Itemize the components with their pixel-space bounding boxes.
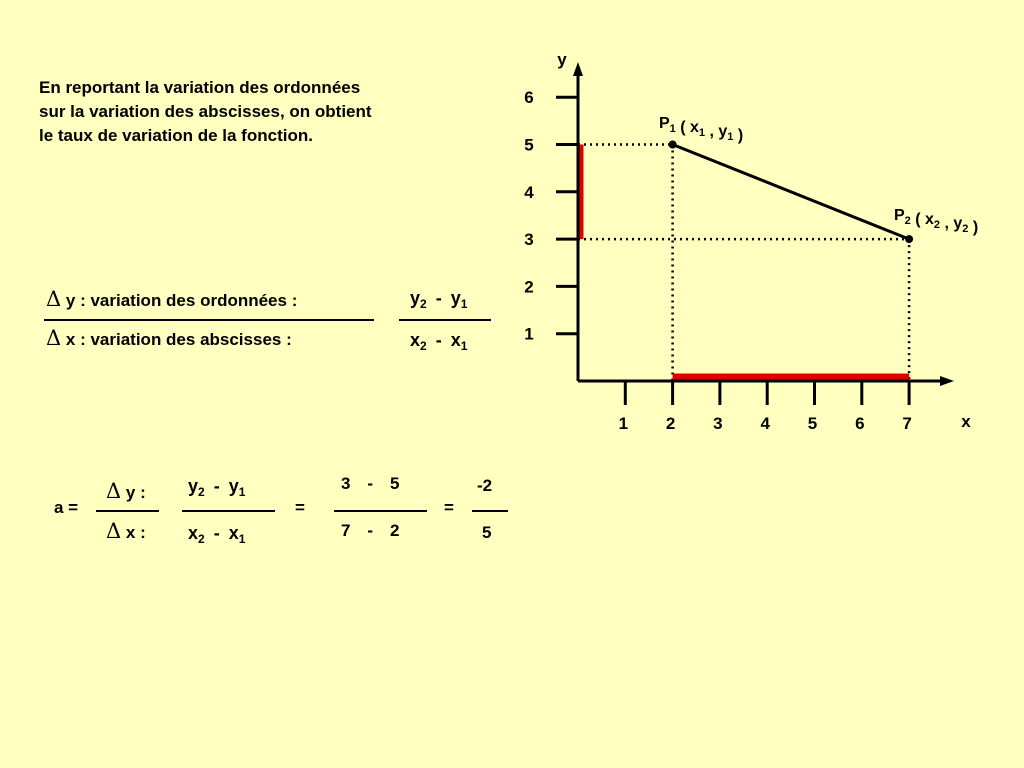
a-label: a = <box>54 498 79 517</box>
delta-x-label: x : variation des abscisses : <box>65 330 292 349</box>
x-tick-label: 2 <box>665 414 676 433</box>
result-numerator: -2 <box>477 476 493 495</box>
y-axis-label: y <box>557 50 567 69</box>
y-tick-label: 2 <box>524 277 534 297</box>
calc-formula-denominator: $x_2 - x_1$ <box>188 523 246 546</box>
definition-formula-denominator: $x_2 - x_1$ <box>410 330 468 353</box>
delta-y-label: y : variation des ordonnées : <box>65 291 298 310</box>
delta-symbol: Δ <box>46 287 62 311</box>
x-axis-arrow <box>940 376 954 386</box>
point-p1 <box>669 141 677 149</box>
y-tick-label: 6 <box>524 88 534 108</box>
result-denominator: 5 <box>482 523 492 542</box>
point-p2 <box>905 235 913 243</box>
x-tick-label: 6 <box>855 414 865 433</box>
x-tick-label: 1 <box>618 414 629 433</box>
point-p2-label: $P_2$ ( $x_2$ , $y_2$ ) <box>894 207 979 236</box>
calc-numbers-numerator: 3 - 5 <box>341 474 400 493</box>
x-tick-label: 5 <box>807 414 818 433</box>
delta-symbol: Δ <box>46 326 62 350</box>
x-axis-label: x <box>961 412 971 431</box>
calc-formula-numerator: $y_2 - y_1$ <box>188 476 246 499</box>
y-tick-label: 4 <box>524 182 534 202</box>
x-tick-label: 3 <box>713 414 723 433</box>
calc-delta-x: Δ x : <box>106 519 146 543</box>
equals-sign: = <box>295 498 305 517</box>
point-p1-label: $P_1$ ( $x_1$ , $y_1$ ) <box>659 115 744 144</box>
y-tick-label: 3 <box>524 230 534 250</box>
equals-sign-2: = <box>444 498 454 517</box>
calc-numbers-denominator: 7 - 2 <box>341 521 400 540</box>
calc-delta-y: Δ y : <box>106 479 146 503</box>
y-tick-label: 5 <box>524 135 534 155</box>
y-tick-label: 1 <box>524 324 534 344</box>
definition-formula-numerator: $y_2 - y_1$ <box>410 288 468 311</box>
function-line <box>673 145 910 240</box>
x-tick-label: 7 <box>902 414 912 433</box>
y-axis-arrow <box>573 62 583 76</box>
intro-text: En reportant la variation des ordonnées sur la variation des abscisses, on obtient le taux de variation de la fonction. <box>39 78 372 145</box>
x-tick-label: 4 <box>760 414 770 433</box>
